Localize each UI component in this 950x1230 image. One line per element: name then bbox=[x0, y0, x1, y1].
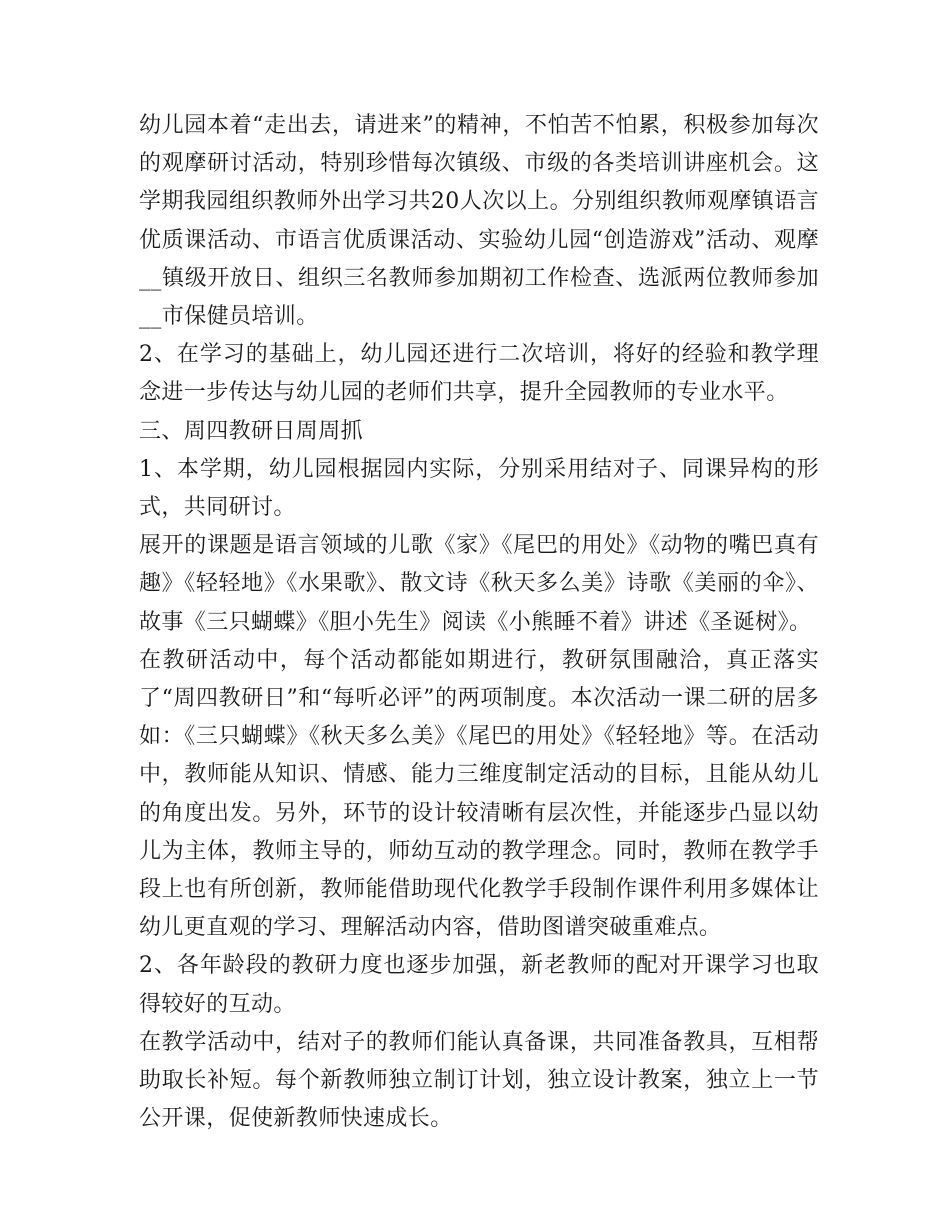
paragraph-pairing-teachers: 在教学活动中，结对子的教师们能认真备课，共同准备教具，互相帮助取长补短。每个新教师独立制订计划，独立设计教案，独立上一节公开课，促使新教师快速成长。 bbox=[139, 1029, 819, 1132]
paragraph-secondary-training: 2、在学习的基础上，幼儿园还进行二次培训，将好的经验和教学理念进一步传达与幼儿园的老师们共享，提升全园教师的专业水平。 bbox=[139, 342, 819, 406]
paragraph-research-activities: 在教研活动中，每个活动都能如期进行，教研氛围融洽，真正落实了“周四教研日”和“每听必评”的两项制度。本次活动一课二研的居多如：《三只蝴蝶》《秋天多么美》《尾巴的用处》《轻轻地》等。在活动中，教师能从知识、情感、能力三维度制定活动的目标，且能从幼儿的角度出发。另外，环节的设计较清晰有层次性，并能逐步凸显以幼儿为主体，教师主导的，师幼互动的教学理念。同时，教师在教学手段上也有所创新，教师能借助现代化教学手段制作课件利用多媒体让幼儿更直观的学习、理解活动内容，借助图谱突破重难点。 bbox=[139, 647, 819, 941]
document-body bbox=[139, 107, 819, 1138]
paragraph-age-groups: 2、各年龄段的教研力度也逐步加强，新老教师的配对开课学习也取得较好的互动。 bbox=[139, 953, 819, 1017]
section-heading-thursday-research: 三、周四教研日周周抓 bbox=[139, 418, 364, 444]
paragraph-topics: 展开的课题是语言领域的儿歌《家》《尾巴的用处》《动物的嘴巴真有趣》《轻轻地》《水果歌》、散文诗《秋天多么美》诗歌《美丽的伞》、故事《三只蝴蝶》《胆小先生》阅读《小熊睡不着》讲述《圣诞树》。 bbox=[139, 533, 819, 635]
paragraph-training-activities: 幼儿园本着“走出去，请进来”的精神，不怕苦不怕累，积极参加每次的观摩研讨活动，特别珍惜每次镇级、市级的各类培训讲座机会。这学期我园组织教师外出学习共20人次以上。分别组织教师观摩镇语言优质课活动、市语言优质课活动、实验幼儿园“创造游戏”活动、观摩__镇级开放日、组织三名教师参加期初工作检查、选派两位教师参加__市保健员培训。 bbox=[139, 113, 819, 330]
paragraph-semester-research: 1、本学期，幼儿园根据园内实际，分别采用结对子、同课异构的形式，共同研讨。 bbox=[139, 456, 819, 521]
